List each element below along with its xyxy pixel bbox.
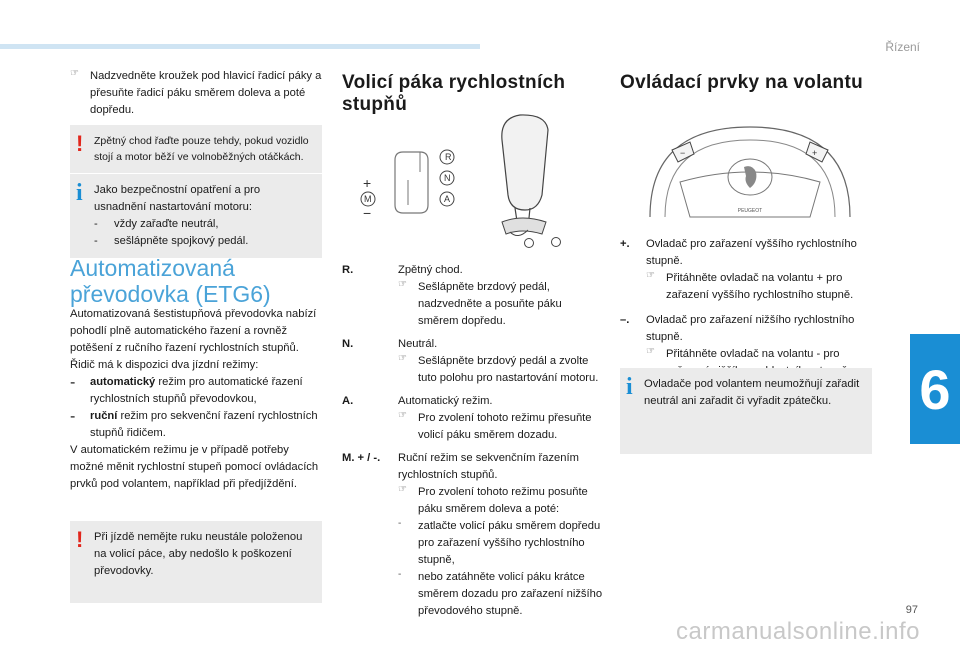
- bullet-icon: ☞: [70, 68, 79, 79]
- warning-text: Zpětný chod řaďte pouze tehdy, pokud vozidlo stojí a motor běží ve volnoběžných otáčkách.: [94, 135, 309, 163]
- body-text: [70, 306, 322, 493]
- def-item: A. Automatický režim. ☞ Pro zvolení tohoto režimu přesuňte volicí páku směrem dozadu.: [342, 395, 592, 441]
- warning-box: [70, 125, 322, 173]
- diagram-circle-small: [552, 238, 561, 247]
- warning-icon: !: [76, 131, 84, 156]
- chapter-tab: 6: [910, 334, 960, 444]
- watermark: carmanualsonline.info: [676, 618, 920, 645]
- gate-left: [395, 152, 428, 213]
- info-text: Ovladače pod volantem neumožňují zařadit neutrál ani zařadit či vyřadit zpátečku.: [644, 378, 860, 407]
- header-bar: [0, 44, 480, 49]
- list-item: - vždy zařaďte neutrál,: [94, 218, 219, 230]
- def-item: R. Zpětný chod. ☞ Sešlápněte brzdový pedál, nadzvedněte a posuňte páku směrem dopředu.: [342, 264, 562, 327]
- gate-label-n: N: [444, 173, 451, 183]
- definitions-list: [342, 262, 604, 620]
- paragraph: V automatickém režimu je v případě potřeby možné měnit rychlostní stupeň pomocí ovládacích prvků pod volantem, například při předjíždění.: [70, 444, 319, 490]
- gate-label-a: A: [444, 194, 451, 204]
- intro-bullet: [70, 68, 322, 119]
- intro-text: Nadzvedněte kroužek pod hlavicí řadicí páky a přesuňte řadicí páku směrem doleva a poté dopředu.: [90, 70, 322, 116]
- info-box: [620, 368, 872, 454]
- def-item: –. Ovladač pro zařazení nižšího rychlostního stupně. ☞ Přitáhněte ovladač na volantu - pro: [620, 314, 855, 360]
- lever-collar: [502, 218, 546, 234]
- section-title: Řízení: [885, 40, 920, 54]
- lion-logo-icon: [744, 166, 756, 188]
- info-box: [70, 174, 322, 258]
- list-item: - automatický režim pro automatické řazení rychlostních stupňů převodovkou,: [70, 374, 303, 405]
- gate-label-m: M: [364, 194, 372, 204]
- paragraph: Řidič má k dispozici dva jízdní režimy:: [70, 359, 259, 371]
- section-heading: Volicí páka rychlostních stupňů: [342, 72, 566, 115]
- section-heading: Automatizovaná převodovka (ETG6): [70, 255, 271, 307]
- gear-lever-diagram: [350, 110, 570, 258]
- lever-knob: [502, 115, 548, 210]
- info-icon: i: [76, 180, 83, 206]
- paddle-minus-label: −: [680, 148, 686, 158]
- paddle-plus-label: +: [812, 148, 818, 158]
- page-number: 97: [905, 604, 918, 616]
- diagram-circle-small: [525, 239, 534, 248]
- definitions-list: [620, 236, 872, 380]
- def-item: M. + / -. Ruční režim se sekvenčním řazením rychlostních stupňů. ☞ Pro zvolení tohoto režimu posuňte páku směrem doleva a poté: - zatlačte volicí páku směrem dopředu pro zařazení vyššího rychlostního stupně, - nebo zatáhněte volicí páku krátce směrem dozadu pro zařazení nižšího převodového stupně.: [342, 452, 603, 617]
- gate-label-r: R: [445, 152, 452, 162]
- list-item: - sešlápněte spojkový pedál.: [94, 235, 249, 247]
- warning-text: Při jízdě nemějte ruku neustále položenou na volicí páce, aby nedošlo k poškození převodovky.: [94, 531, 303, 577]
- gate-label-plus: +: [363, 175, 372, 191]
- gate-label-minus: −: [363, 205, 372, 221]
- warning-icon: !: [76, 527, 84, 552]
- section-heading: Ovládací prvky na volantu: [620, 72, 863, 93]
- info-text: Jako bezpečnostní opatření a pro usnadnění nastartování motoru:: [94, 184, 261, 213]
- paragraph: Automatizovaná šestistupňová převodovka nabízí pohodlí plně automatického řazení a rovněž potěšení z ručního řazení rychlostních stupňů.: [70, 308, 317, 354]
- list-item: - ruční režim pro sekvenční řazení rychlostních stupňů řidičem.: [70, 408, 318, 439]
- steering-wheel-diagram: [640, 122, 860, 222]
- def-item: +. Ovladač pro zařazení vyššího rychlostního stupně. ☞ Přitáhněte ovladač na volantu + pro zařazení vyššího rychlostního stupně.: [620, 238, 857, 301]
- info-icon: i: [626, 374, 633, 400]
- wheel-badge: PEUGEOT: [737, 208, 763, 214]
- def-item: N. Neutrál. ☞ Sešlápněte brzdový pedál a zvolte tuto polohu pro nastartování motoru.: [342, 338, 599, 384]
- warning-box: [70, 521, 322, 603]
